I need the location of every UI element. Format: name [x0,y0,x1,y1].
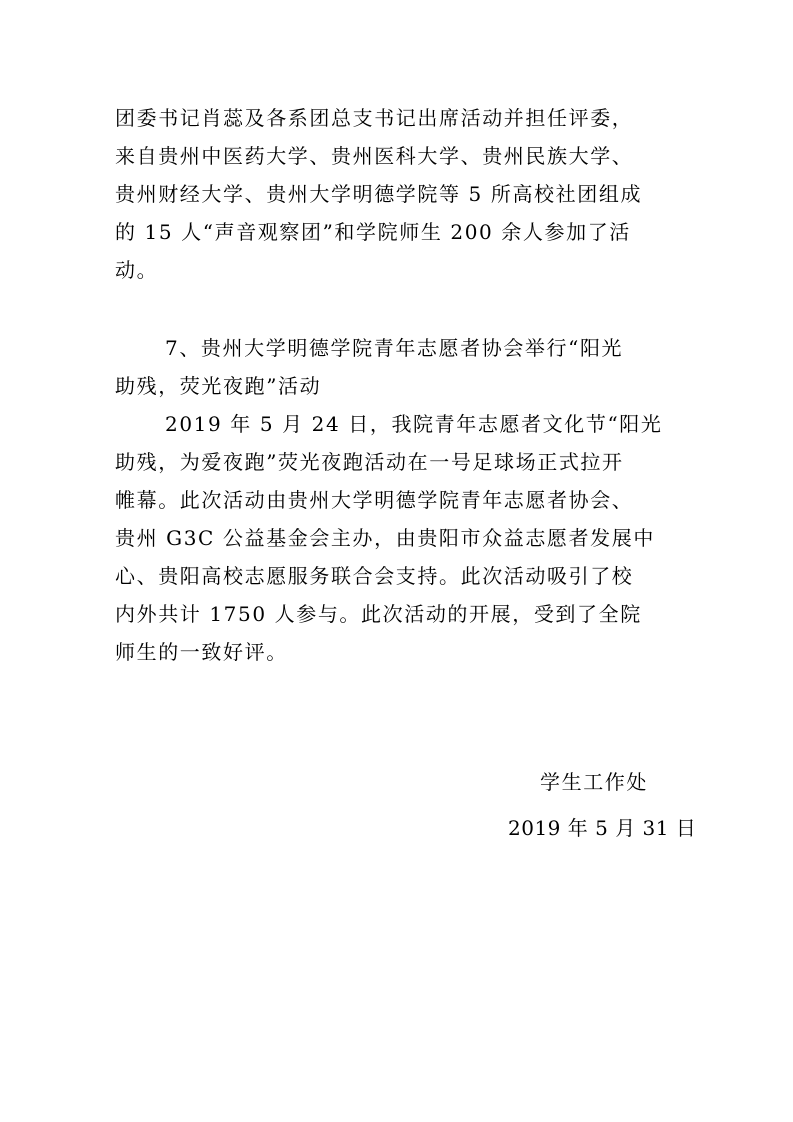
paragraph-continuation [115,99,680,289]
paragraph-line: 的 15 人“声音观察团”和学院师生 200 余人参加了活 [115,220,631,244]
paragraph-line: 贵州财经大学、贵州大学明德学院等 5 所高校社团组成 [115,182,643,206]
signature-date: 2019 年 5 月 31 日 [508,816,697,840]
paragraph-line: 2019 年 5 月 24 日，我院青年志愿者文化节“阳光 [165,412,663,436]
heading-line: 助残，荧光夜跑”活动 [115,374,322,398]
paragraph-line: 团委书记肖蕊及各系团总支书记出席活动并担任评委， [115,106,634,130]
paragraph-line: 内外共计 1750 人参与。此次活动的开展，受到了全院 [115,602,642,626]
section-7-body [115,405,680,671]
heading-line: 7、贵州大学明德学院青年志愿者协会举行“阳光 [165,336,624,360]
paragraph-line: 心、贵阳高校志愿服务联合会支持。此次活动吸引了校 [115,564,634,588]
paragraph-line: 贵州 G3C 公益基金会主办，由贵阳市众益志愿者发展中 [115,526,655,550]
signature-organization: 学生工作处 [540,770,648,794]
paragraph-line: 助残，为爱夜跑”荧光夜跑活动在一号足球场正式拉开 [115,450,624,474]
section-7-heading [115,329,680,405]
paragraph-line: 师生的一致好评。 [115,640,288,664]
paragraph-line: 来自贵州中医药大学、贵州医科大学、贵州民族大学、 [115,144,634,168]
paragraph-line: 动。 [115,258,159,282]
paragraph-line: 帷幕。此次活动由贵州大学明德学院青年志愿者协会、 [115,488,634,512]
